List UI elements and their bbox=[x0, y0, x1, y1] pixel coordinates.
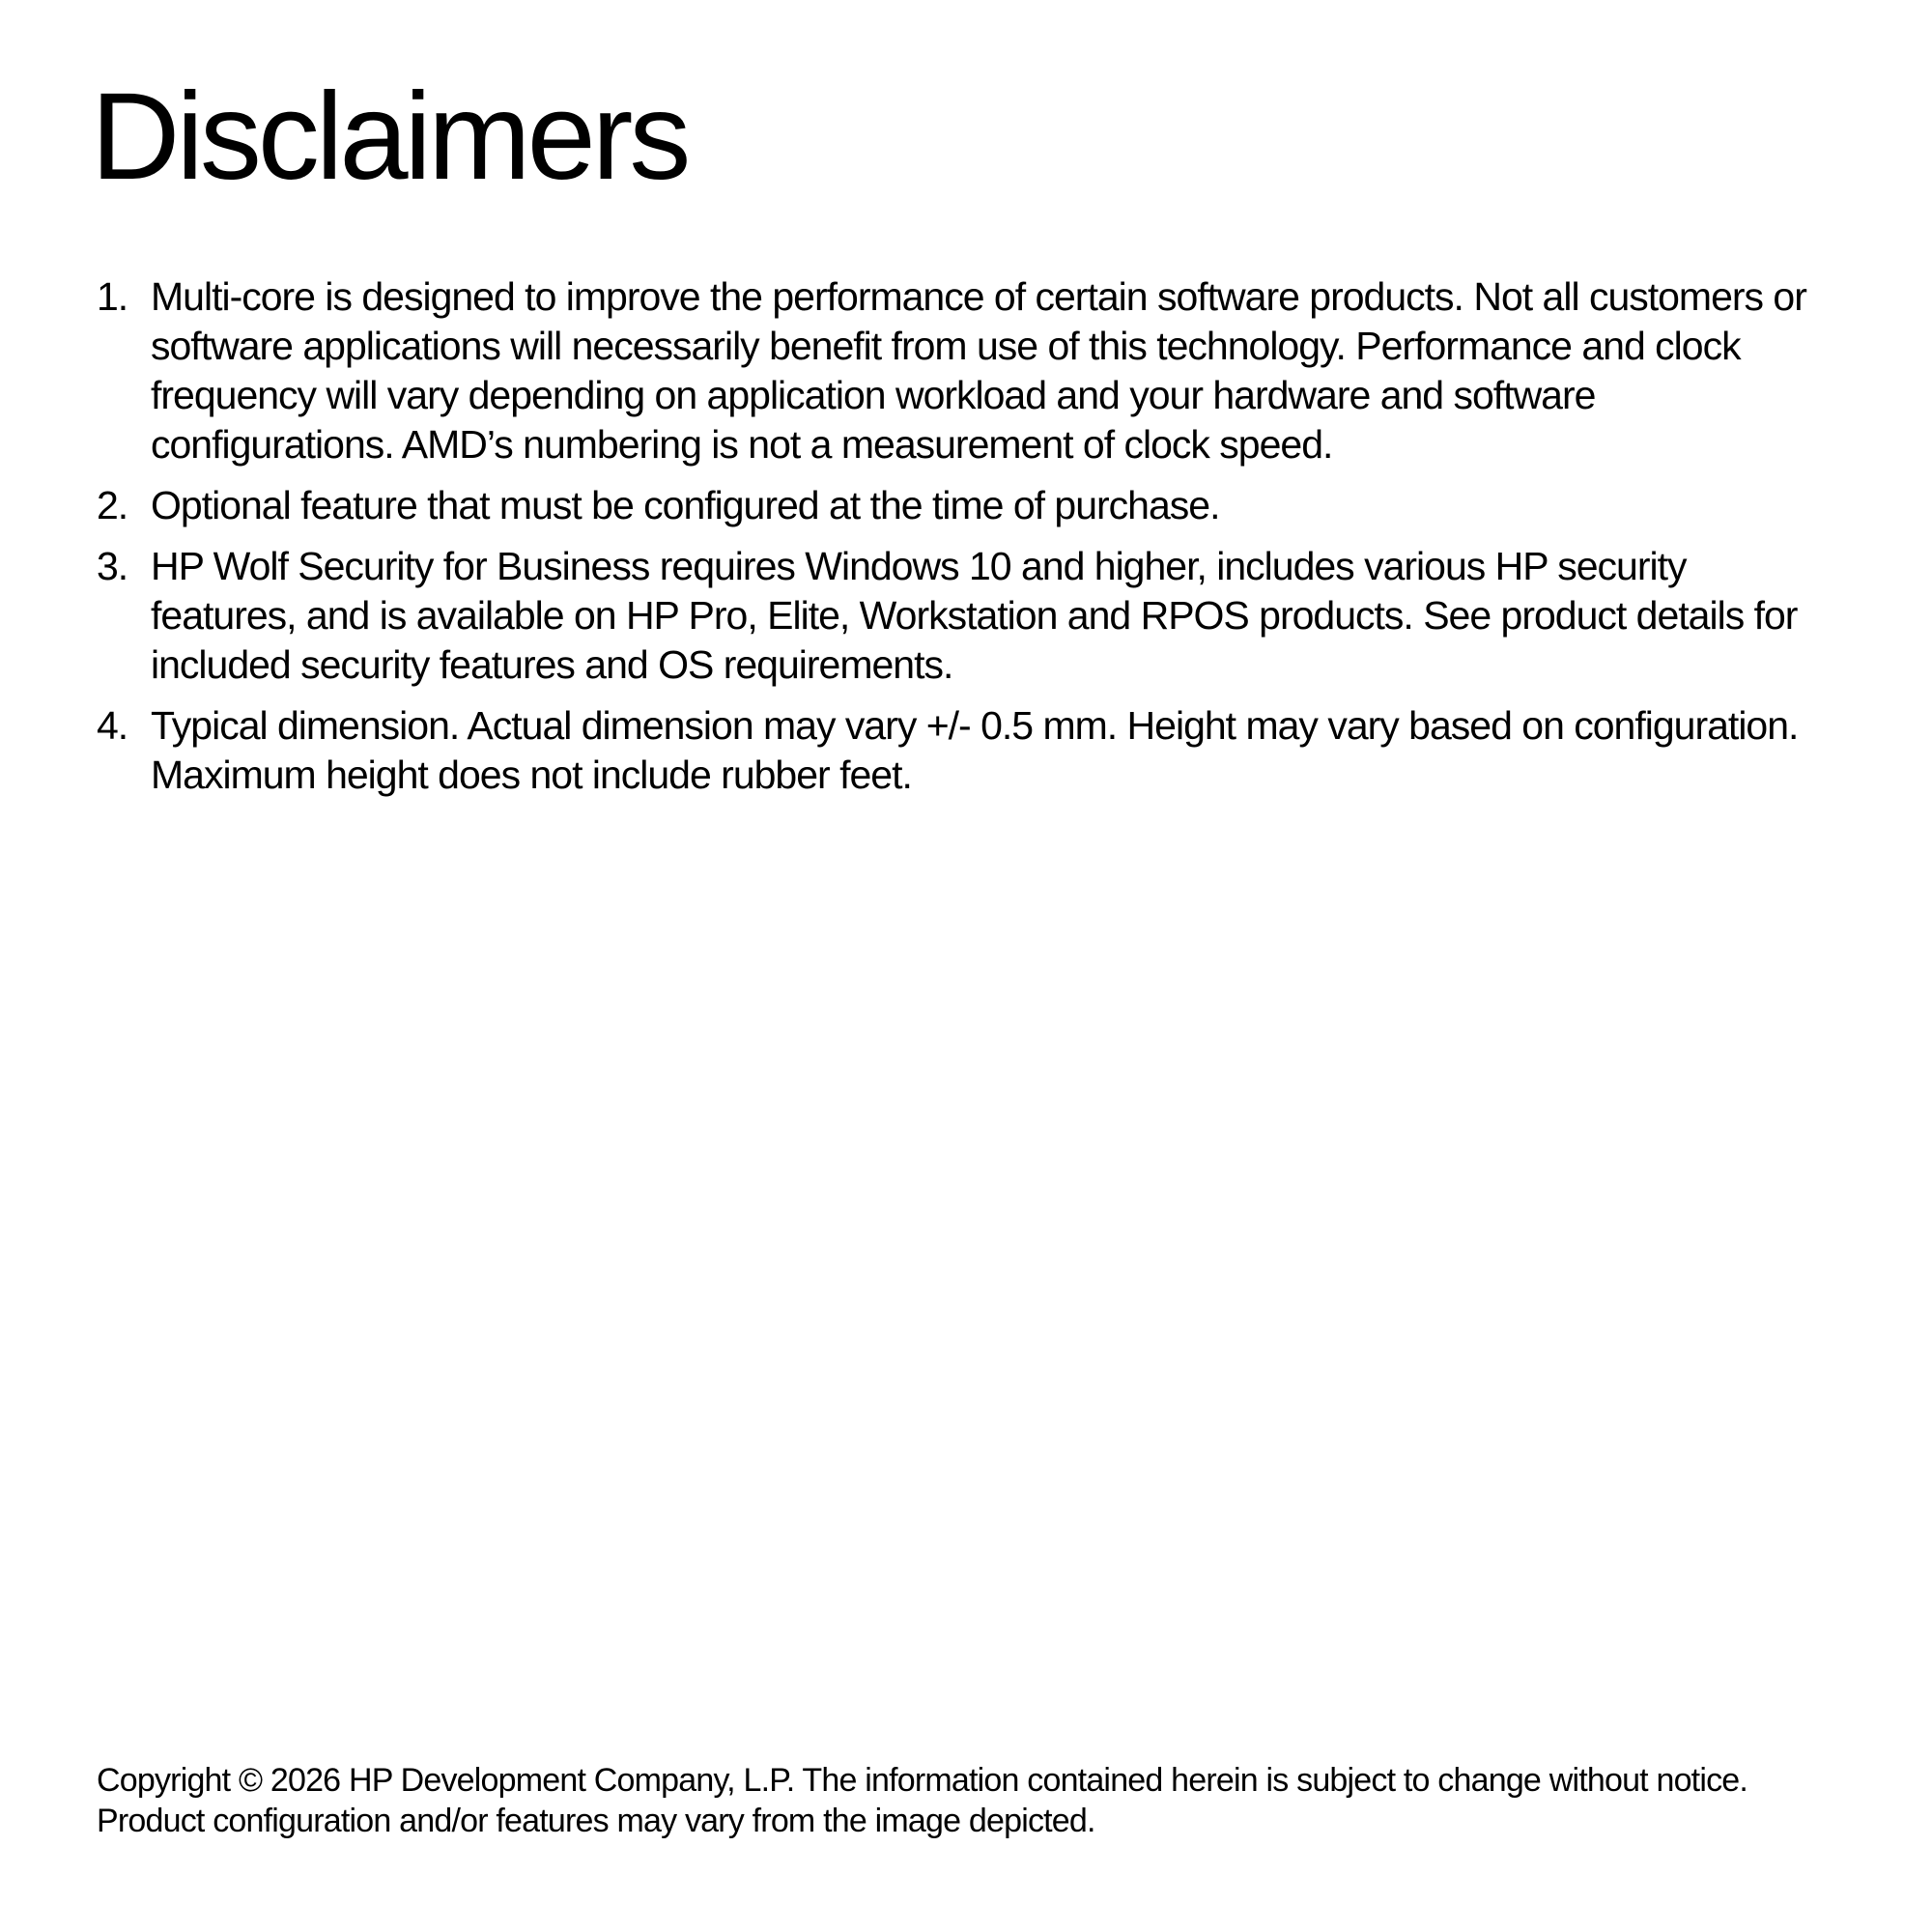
disclaimer-text: Optional feature that must be configured at the time of purchase. bbox=[151, 483, 1220, 527]
disclaimer-number: 3. bbox=[97, 544, 128, 588]
page-title: Disclaimers bbox=[91, 68, 688, 206]
disclaimer-number: 4. bbox=[97, 703, 128, 748]
disclaimer-number: 1. bbox=[97, 274, 128, 319]
disclaimer-text: HP Wolf Security for Business requires Windows 10 and higher, includes various HP security features, and is available on HP Pro, Elite, Workstation and RPOS products. See product details for included security features and OS requirements. bbox=[151, 544, 1798, 687]
disclaimer-item bbox=[97, 272, 1816, 469]
copyright-notice: Copyright © 2026 HP Development Company, L.P. The information contained herein is subject to change without notice. Product configuration and/or features may vary from the image depicted. bbox=[97, 1762, 1748, 1839]
disclaimer-text: Typical dimension. Actual dimension may vary +/- 0.5 mm. Height may vary based on configuration. Maximum height does not include rubber feet. bbox=[151, 703, 1799, 797]
disclaimer-item bbox=[97, 481, 1816, 530]
disclaimer-number: 2. bbox=[97, 483, 128, 527]
disclaimer-item bbox=[97, 701, 1816, 800]
disclaimer-list bbox=[97, 272, 1816, 811]
disclaimer-text: Multi-core is designed to improve the performance of certain software products. Not all customers or software applications will necessarily benefit from use of this technology. Performance and clock frequency will vary depending on application workload and your hardware and software configurations. AMD’s numbering is not a measurement of clock speed. bbox=[151, 274, 1806, 467]
disclaimer-item bbox=[97, 542, 1816, 690]
